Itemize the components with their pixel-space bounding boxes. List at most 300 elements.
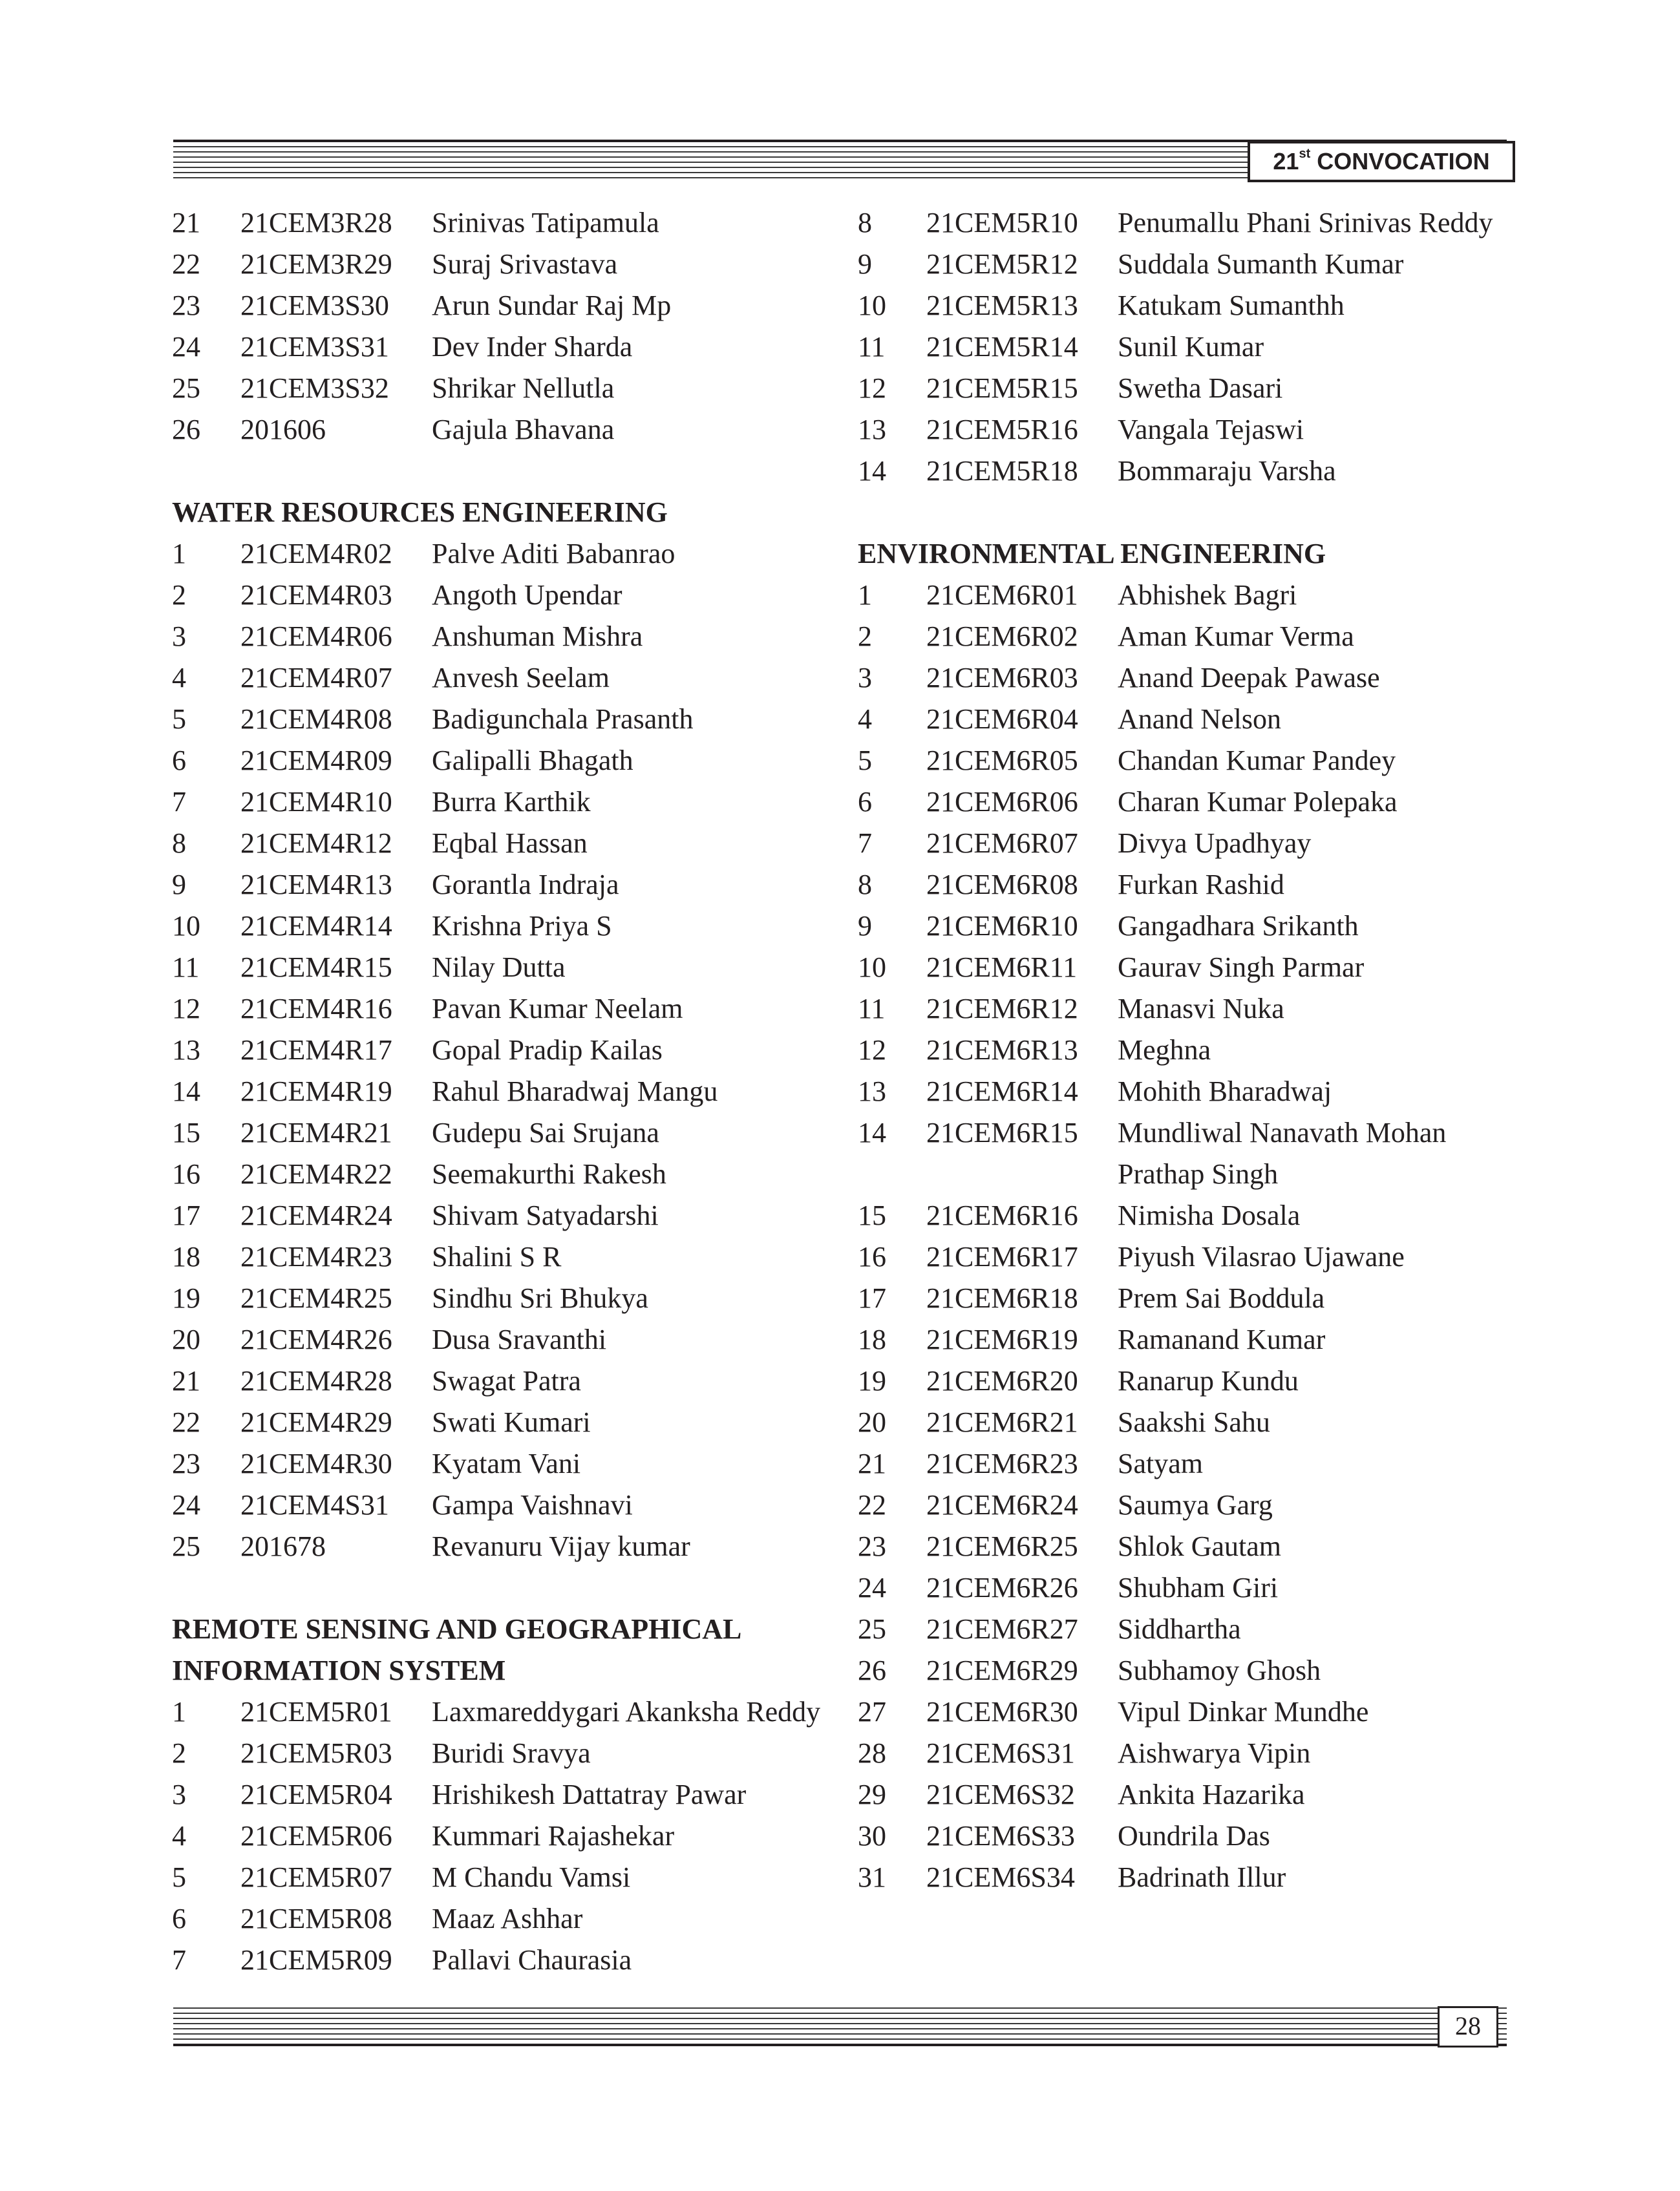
- student-name: Vangala Tejaswi: [1118, 414, 1304, 445]
- serial-number: 26: [858, 1655, 886, 1686]
- list-item: [172, 1154, 831, 1195]
- student-name: Penumallu Phani Srinivas Reddy: [1118, 207, 1493, 238]
- roll-number: 21CEM6R30: [926, 1696, 1078, 1728]
- roll-number: 21CEM5R12: [926, 248, 1078, 280]
- list-item: [858, 1691, 1556, 1733]
- serial-number: 24: [858, 1572, 886, 1604]
- roll-number: 21CEM4R30: [240, 1448, 392, 1479]
- roll-number: 21CEM6S31: [926, 1737, 1075, 1769]
- serial-number: 8: [858, 207, 872, 238]
- roll-number: 21CEM6R24: [926, 1489, 1078, 1521]
- list-item: [172, 1940, 831, 1981]
- serial-number: 30: [858, 1820, 886, 1852]
- roll-number: 21CEM4S31: [240, 1489, 389, 1521]
- roll-number: 21CEM6R19: [926, 1324, 1078, 1355]
- serial-number: 16: [172, 1158, 200, 1190]
- student-name: Divya Upadhyay: [1118, 827, 1312, 859]
- serial-number: 26: [172, 414, 200, 445]
- roll-number: 21CEM4R19: [240, 1075, 392, 1107]
- roll-number: 21CEM5R08: [240, 1903, 392, 1934]
- student-name: Seemakurthi Rakesh: [432, 1158, 666, 1190]
- list-item: [172, 1526, 831, 1567]
- roll-number: 21CEM3S31: [240, 331, 389, 363]
- student-name: M Chandu Vamsi: [432, 1861, 631, 1893]
- serial-number: 10: [172, 910, 200, 942]
- roll-number: 21CEM6R25: [926, 1530, 1078, 1562]
- serial-number: 17: [858, 1282, 886, 1314]
- roll-number: 21CEM6R26: [926, 1572, 1078, 1604]
- student-name: Gaurav Singh Parmar: [1118, 951, 1365, 983]
- list-item: [172, 202, 831, 244]
- serial-number: 10: [858, 290, 886, 321]
- serial-number: 11: [858, 331, 886, 363]
- roll-number: 21CEM6R12: [926, 993, 1078, 1024]
- roll-number: 21CEM3S32: [240, 372, 389, 404]
- student-name: Bommaraju Varsha: [1118, 455, 1336, 487]
- roll-number: 21CEM6S33: [926, 1820, 1075, 1852]
- student-name: Kyatam Vani: [432, 1448, 581, 1479]
- student-name: Mundliwal Nanavath Mohan: [1118, 1117, 1447, 1148]
- roll-number: 21CEM5R06: [240, 1820, 392, 1852]
- list-item: [858, 202, 1556, 244]
- list-item: [172, 533, 831, 575]
- serial-number: 25: [858, 1613, 886, 1645]
- list-item: [172, 368, 831, 409]
- student-name: Pallavi Chaurasia: [432, 1944, 632, 1976]
- student-name: Rahul Bharadwaj Mangu: [432, 1075, 718, 1107]
- student-name: Nimisha Dosala: [1118, 1200, 1301, 1231]
- roll-number: 21CEM5R03: [240, 1737, 392, 1769]
- serial-number: 4: [172, 1820, 186, 1852]
- serial-number: 18: [858, 1324, 886, 1355]
- list-item: [858, 1485, 1556, 1526]
- serial-number: 13: [858, 1075, 886, 1107]
- roll-number: 21CEM6R20: [926, 1365, 1078, 1397]
- roll-number: 21CEM5R10: [926, 207, 1078, 238]
- student-name: Saakshi Sahu: [1118, 1406, 1270, 1438]
- list-item: [858, 1278, 1556, 1319]
- serial-number: 12: [172, 993, 200, 1024]
- roll-number: 21CEM6R06: [926, 786, 1078, 818]
- serial-number: 27: [858, 1696, 886, 1728]
- serial-number: 8: [858, 869, 872, 900]
- roll-number: 21CEM4R06: [240, 620, 392, 652]
- list-item: [172, 947, 831, 988]
- student-name: Piyush Vilasrao Ujawane: [1118, 1241, 1405, 1273]
- roll-number: 21CEM6R27: [926, 1613, 1078, 1645]
- student-name: Buridi Sravya: [432, 1737, 591, 1769]
- student-name: Gangadhara Srikanth: [1118, 910, 1359, 942]
- list-item: [858, 575, 1556, 616]
- list-item: [858, 905, 1556, 947]
- roll-number: 21CEM4R10: [240, 786, 392, 818]
- roll-number: 21CEM4R02: [240, 538, 392, 569]
- serial-number: 14: [858, 1117, 886, 1148]
- roll-number: 21CEM4R07: [240, 662, 392, 693]
- list-item: [172, 1485, 831, 1526]
- serial-number: 3: [172, 1779, 186, 1810]
- student-name: Oundrila Das: [1118, 1820, 1270, 1852]
- student-name: Saumya Garg: [1118, 1489, 1273, 1521]
- serial-number: 24: [172, 1489, 200, 1521]
- list-item: [172, 657, 831, 699]
- list-item: [172, 1774, 831, 1815]
- student-name: Aishwarya Vipin: [1118, 1737, 1311, 1769]
- roll-number: 21CEM5R14: [926, 331, 1078, 363]
- list-item: [172, 905, 831, 947]
- roll-number: 21CEM5R07: [240, 1861, 392, 1893]
- roll-number: 21CEM6R18: [926, 1282, 1078, 1314]
- student-name: Gopal Pradip Kailas: [432, 1034, 663, 1066]
- list-item: [858, 285, 1556, 326]
- list-item: [172, 1815, 831, 1857]
- roll-number: 21CEM4R21: [240, 1117, 392, 1148]
- right-column: [858, 202, 1556, 1898]
- serial-number: 1: [858, 579, 872, 611]
- serial-number: 29: [858, 1779, 886, 1810]
- serial-number: 23: [172, 1448, 200, 1479]
- convocation-suffix: st: [1299, 147, 1311, 161]
- student-name: Subhamoy Ghosh: [1118, 1655, 1321, 1686]
- student-name: Gampa Vaishnavi: [432, 1489, 633, 1521]
- serial-number: 6: [858, 786, 872, 818]
- serial-number: 24: [172, 331, 200, 363]
- list-item: [858, 781, 1556, 823]
- student-name: Ranarup Kundu: [1118, 1365, 1299, 1397]
- roll-number: 21CEM4R14: [240, 910, 392, 942]
- student-name: Shalini S R: [432, 1241, 562, 1273]
- list-item: [858, 1774, 1556, 1815]
- serial-number: 11: [858, 993, 886, 1024]
- student-name: Gajula Bhavana: [432, 414, 615, 445]
- serial-number: 1: [172, 1696, 186, 1728]
- roll-number: 21CEM3S30: [240, 290, 389, 321]
- serial-number: 21: [172, 207, 200, 238]
- roll-number: 21CEM6R04: [926, 703, 1078, 735]
- list-item: [858, 740, 1556, 781]
- section-heading-remote-sensing-line2: INFORMATION SYSTEM: [172, 1655, 506, 1686]
- serial-number: 12: [858, 1034, 886, 1066]
- serial-number: 21: [172, 1365, 200, 1397]
- student-name: Shubham Giri: [1118, 1572, 1279, 1604]
- list-item: [172, 326, 831, 368]
- student-name: Swagat Patra: [432, 1365, 581, 1397]
- student-name: Vipul Dinkar Mundhe: [1118, 1696, 1369, 1728]
- serial-number: 21: [858, 1448, 886, 1479]
- serial-number: 14: [858, 455, 886, 487]
- list-item: [858, 1815, 1556, 1857]
- roll-number: 21CEM6R17: [926, 1241, 1078, 1273]
- serial-number: 17: [172, 1200, 200, 1231]
- roll-number: 21CEM4R29: [240, 1406, 392, 1438]
- serial-number: 15: [172, 1117, 200, 1148]
- roll-number: 21CEM6S34: [926, 1861, 1075, 1893]
- student-name: Krishna Priya S: [432, 910, 612, 942]
- name-continuation: [858, 1154, 1556, 1195]
- list-item: [172, 781, 831, 823]
- roll-number: 21CEM3R28: [240, 207, 392, 238]
- serial-number: 6: [172, 745, 186, 776]
- student-name: Abhishek Bagri: [1118, 579, 1297, 611]
- page-number: 28: [1438, 2006, 1498, 2048]
- list-item: [858, 616, 1556, 657]
- list-item: [172, 1360, 831, 1402]
- list-item: [172, 1195, 831, 1236]
- serial-number: 5: [172, 1861, 186, 1893]
- student-name: Siddhartha: [1118, 1613, 1241, 1645]
- left-column: [172, 202, 831, 1981]
- list-item: [858, 1030, 1556, 1071]
- section-heading-water-resources: WATER RESOURCES ENGINEERING: [172, 496, 668, 528]
- roll-number: 21CEM6R08: [926, 869, 1078, 900]
- serial-number: 20: [172, 1324, 200, 1355]
- section-heading-environmental: ENVIRONMENTAL ENGINEERING: [858, 538, 1326, 569]
- serial-number: 9: [858, 248, 872, 280]
- student-name: Badrinath Illur: [1118, 1861, 1286, 1893]
- roll-number: 21CEM5R04: [240, 1779, 392, 1810]
- list-item: [172, 244, 831, 285]
- roll-number: 21CEM4R26: [240, 1324, 392, 1355]
- roll-number: 21CEM6S32: [926, 1779, 1075, 1810]
- right-top-list: [858, 202, 1556, 492]
- serial-number: 19: [172, 1282, 200, 1314]
- list-item: [858, 1609, 1556, 1650]
- roll-number: 21CEM6R07: [926, 827, 1078, 859]
- student-name: Nilay Dutta: [432, 951, 566, 983]
- student-name: Sindhu Sri Bhukya: [432, 1282, 648, 1314]
- student-name: Anand Nelson: [1118, 703, 1281, 735]
- serial-number: 2: [172, 1737, 186, 1769]
- student-name: Charan Kumar Polepaka: [1118, 786, 1398, 818]
- student-name: Katukam Sumanthh: [1118, 290, 1345, 321]
- student-name: Ramanand Kumar: [1118, 1324, 1326, 1355]
- student-name: Shrikar Nellutla: [432, 372, 615, 404]
- roll-number: 201678: [240, 1530, 326, 1562]
- serial-number: 7: [172, 1944, 186, 1976]
- roll-number: 21CEM4R16: [240, 993, 392, 1024]
- list-item: [858, 1733, 1556, 1774]
- student-name: Palve Aditi Babanrao: [432, 538, 675, 569]
- serial-number: 6: [172, 1903, 186, 1934]
- student-name: Swetha Dasari: [1118, 372, 1283, 404]
- serial-number: 9: [172, 869, 186, 900]
- list-item: [858, 450, 1556, 492]
- serial-number: 15: [858, 1200, 886, 1231]
- serial-number: 13: [172, 1034, 200, 1066]
- footer-rule: [173, 2007, 1507, 2046]
- roll-number: 21CEM4R25: [240, 1282, 392, 1314]
- student-name: Galipalli Bhagath: [432, 745, 633, 776]
- student-name: Maaz Ashhar: [432, 1903, 583, 1934]
- roll-number: 21CEM6R05: [926, 745, 1078, 776]
- roll-number: 21CEM5R18: [926, 455, 1078, 487]
- list-item: [172, 409, 831, 450]
- student-name: Dusa Sravanthi: [432, 1324, 607, 1355]
- list-item: [172, 988, 831, 1030]
- student-name: Swati Kumari: [432, 1406, 591, 1438]
- student-name: Chandan Kumar Pandey: [1118, 745, 1396, 776]
- convocation-label: CONVOCATION: [1317, 148, 1490, 175]
- roll-number: 21CEM4R15: [240, 951, 392, 983]
- student-name: Dev Inder Sharda: [432, 331, 633, 363]
- roll-number: 21CEM6R01: [926, 579, 1078, 611]
- list-item: [858, 368, 1556, 409]
- student-name: Burra Karthik: [432, 786, 591, 818]
- list-item: [858, 988, 1556, 1030]
- list-item: [858, 947, 1556, 988]
- remote-sensing-list: [172, 1691, 831, 1981]
- student-name: Srinivas Tatipamula: [432, 207, 659, 238]
- student-name: Pavan Kumar Neelam: [432, 993, 683, 1024]
- student-name: Laxmareddygari Akanksha Reddy: [432, 1696, 821, 1728]
- serial-number: 22: [858, 1489, 886, 1521]
- roll-number: 21CEM6R13: [926, 1034, 1078, 1066]
- serial-number: 3: [172, 620, 186, 652]
- student-name: Meghna: [1118, 1034, 1211, 1066]
- list-item: [172, 1857, 831, 1898]
- list-item: [172, 1691, 831, 1733]
- roll-number: 21CEM4R23: [240, 1241, 392, 1273]
- student-name: Angoth Upendar: [432, 579, 622, 611]
- serial-number: 12: [858, 372, 886, 404]
- list-item: [858, 1650, 1556, 1691]
- serial-number: 5: [858, 745, 872, 776]
- roll-number: 201606: [240, 414, 326, 445]
- list-item: [858, 1857, 1556, 1898]
- roll-number: 21CEM4R08: [240, 703, 392, 735]
- roll-number: 21CEM6R16: [926, 1200, 1078, 1231]
- list-item: [172, 740, 831, 781]
- list-item: [172, 864, 831, 905]
- serial-number: 28: [858, 1737, 886, 1769]
- list-item: [858, 1360, 1556, 1402]
- roll-number: 21CEM4R28: [240, 1365, 392, 1397]
- convocation-number: 21: [1273, 148, 1299, 175]
- roll-number: 21CEM5R16: [926, 414, 1078, 445]
- list-item: [172, 1443, 831, 1485]
- student-name: Suddala Sumanth Kumar: [1118, 248, 1404, 280]
- serial-number: 10: [858, 951, 886, 983]
- serial-number: 16: [858, 1241, 886, 1273]
- student-name: Gudepu Sai Srujana: [432, 1117, 659, 1148]
- serial-number: 22: [172, 1406, 200, 1438]
- roll-number: 21CEM5R15: [926, 372, 1078, 404]
- roll-number: 21CEM6R29: [926, 1655, 1078, 1686]
- list-item: [172, 823, 831, 864]
- serial-number: 14: [172, 1075, 200, 1107]
- serial-number: 25: [172, 372, 200, 404]
- roll-number: 21CEM6R02: [926, 620, 1078, 652]
- student-name: Gorantla Indraja: [432, 869, 619, 900]
- continuation-text: Prathap Singh: [1118, 1158, 1279, 1190]
- list-item: [858, 1071, 1556, 1112]
- list-item: [858, 1402, 1556, 1443]
- list-item: [858, 657, 1556, 699]
- roll-number: 21CEM5R09: [240, 1944, 392, 1976]
- list-item: [858, 1567, 1556, 1609]
- list-item: [172, 575, 831, 616]
- serial-number: 4: [858, 703, 872, 735]
- serial-number: 31: [858, 1861, 886, 1893]
- serial-number: 11: [172, 951, 200, 983]
- student-name: Satyam: [1118, 1448, 1203, 1479]
- list-item: [172, 1112, 831, 1154]
- student-name: Kummari Rajashekar: [432, 1820, 675, 1852]
- student-name: Aman Kumar Verma: [1118, 620, 1354, 652]
- roll-number: 21CEM6R14: [926, 1075, 1078, 1107]
- student-name: Shivam Satyadarshi: [432, 1200, 659, 1231]
- list-item: [172, 285, 831, 326]
- list-item: [858, 244, 1556, 285]
- student-name: Arun Sundar Raj Mp: [432, 290, 672, 321]
- list-item: [172, 1030, 831, 1071]
- student-name: Revanuru Vijay kumar: [432, 1530, 690, 1562]
- roll-number: 21CEM6R03: [926, 662, 1078, 693]
- roll-number: 21CEM4R17: [240, 1034, 392, 1066]
- serial-number: 2: [172, 579, 186, 611]
- serial-number: 4: [172, 662, 186, 693]
- left-top-list: [172, 202, 831, 450]
- student-name: Anand Deepak Pawase: [1118, 662, 1380, 693]
- environmental-list-a: [858, 575, 1556, 1154]
- serial-number: 20: [858, 1406, 886, 1438]
- list-item: [172, 1278, 831, 1319]
- list-item: [172, 1071, 831, 1112]
- list-item: [172, 699, 831, 740]
- convocation-badge: [1248, 141, 1515, 182]
- list-item: [172, 1319, 831, 1360]
- roll-number: 21CEM4R12: [240, 827, 392, 859]
- list-item: [858, 1236, 1556, 1278]
- list-item: [172, 616, 831, 657]
- list-item: [172, 1402, 831, 1443]
- list-item: [858, 1112, 1556, 1154]
- section-heading-remote-sensing: REMOTE SENSING AND GEOGRAPHICAL: [172, 1613, 742, 1645]
- list-item: [858, 409, 1556, 450]
- roll-number: 21CEM6R15: [926, 1117, 1078, 1148]
- environmental-list-b: [858, 1195, 1556, 1898]
- student-name: Sunil Kumar: [1118, 331, 1264, 363]
- roll-number: 21CEM6R10: [926, 910, 1078, 942]
- serial-number: 13: [858, 414, 886, 445]
- list-item: [858, 699, 1556, 740]
- serial-number: 1: [172, 538, 186, 569]
- student-name: Shlok Gautam: [1118, 1530, 1281, 1562]
- roll-number: 21CEM4R24: [240, 1200, 392, 1231]
- list-item: [858, 1443, 1556, 1485]
- serial-number: 23: [858, 1530, 886, 1562]
- student-name: Eqbal Hassan: [432, 827, 588, 859]
- roll-number: 21CEM4R03: [240, 579, 392, 611]
- serial-number: 22: [172, 248, 200, 280]
- roll-number: 21CEM4R13: [240, 869, 392, 900]
- student-name: Furkan Rashid: [1118, 869, 1284, 900]
- serial-number: 2: [858, 620, 872, 652]
- serial-number: 9: [858, 910, 872, 942]
- serial-number: 25: [172, 1530, 200, 1562]
- serial-number: 7: [172, 786, 186, 818]
- serial-number: 8: [172, 827, 186, 859]
- serial-number: 3: [858, 662, 872, 693]
- roll-number: 21CEM5R13: [926, 290, 1078, 321]
- roll-number: 21CEM6R21: [926, 1406, 1078, 1438]
- list-item: [172, 1236, 831, 1278]
- serial-number: 23: [172, 290, 200, 321]
- student-name: Mohith Bharadwaj: [1118, 1075, 1332, 1107]
- roll-number: 21CEM6R23: [926, 1448, 1078, 1479]
- serial-number: 5: [172, 703, 186, 735]
- student-name: Anshuman Mishra: [432, 620, 643, 652]
